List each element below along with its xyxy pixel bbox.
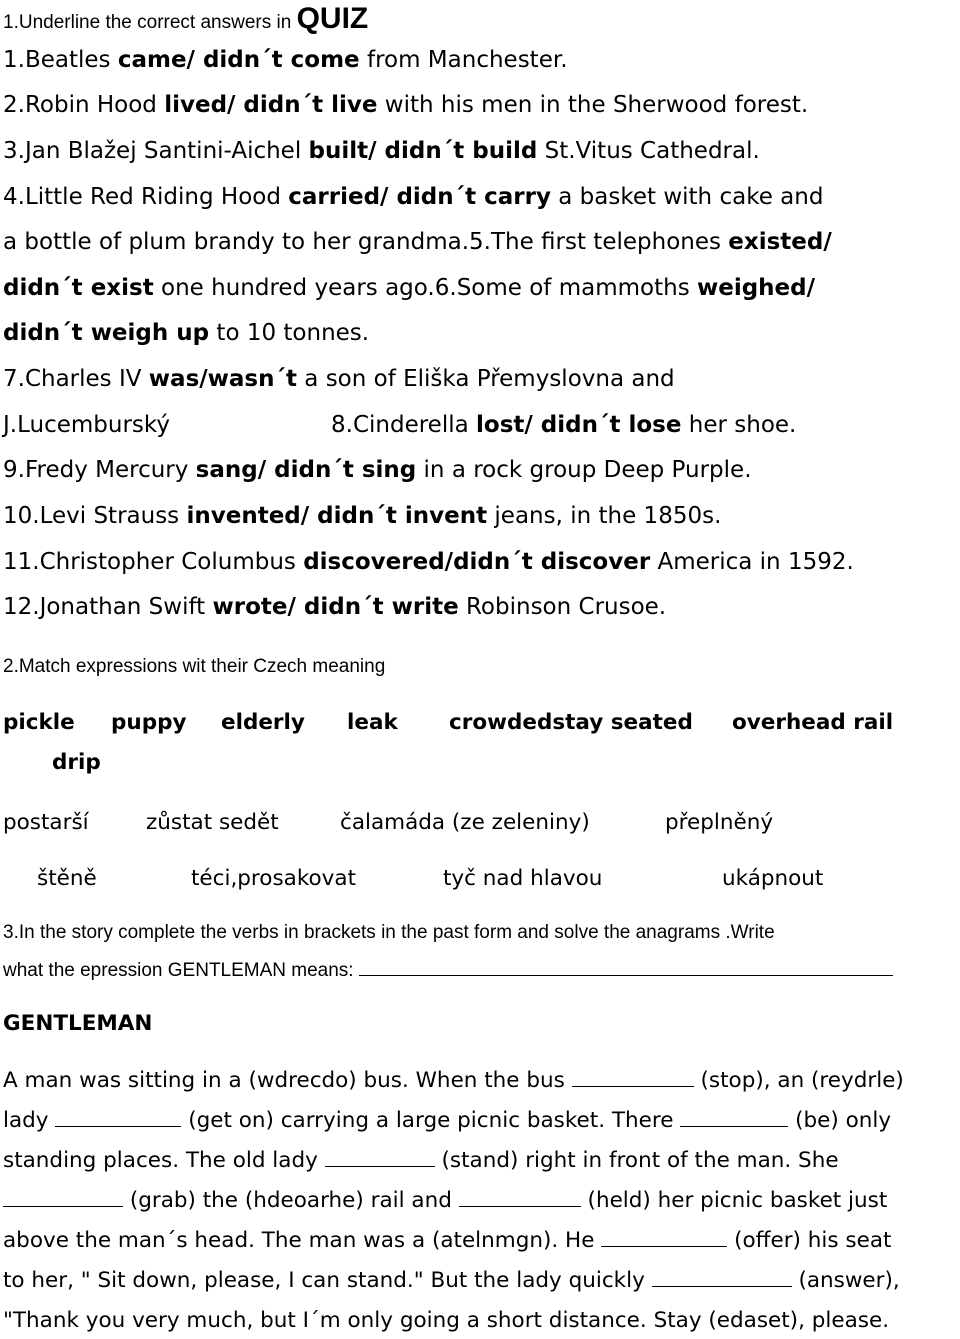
answer-options: didn´t exist (3, 275, 154, 301)
answer-blank[interactable] (359, 957, 893, 976)
quiz-line-4-5: a bottle of plum brandy to her grandma.5.The first telephones existed/ (3, 229, 832, 255)
quiz-item-4: 4.Little Red Riding Hood carried/ didn´t carry a basket with cake and (3, 184, 824, 210)
answer-blank[interactable] (601, 1228, 727, 1247)
quiz-word: QUIZ (296, 2, 369, 35)
story-title: GENTLEMAN (3, 1011, 153, 1036)
quiz-line-6: didn´t weigh up to 10 tonnes. (3, 320, 370, 346)
quiz-item-1: 1.Beatles came/ didn´t come from Manchester. (3, 47, 568, 73)
story-line-3: standing places. The old lady (stand) right in front of the man. She (3, 1148, 839, 1173)
english-word: crowdedstay seated (449, 710, 693, 735)
czech-meaning: ukápnout (722, 866, 824, 891)
answer-options: came/ didn´t come (117, 47, 360, 73)
answer-blank[interactable] (325, 1148, 435, 1167)
answer-options: invented/ didn´t invent (186, 503, 488, 529)
czech-meaning: zůstat sedět (146, 810, 279, 835)
english-word: pickle (3, 710, 75, 735)
czech-meaning: postarší (3, 810, 89, 835)
answer-options: didn´t weigh up (3, 320, 210, 346)
answer-blank[interactable] (55, 1108, 181, 1127)
english-word: drip (52, 750, 101, 775)
quiz-item-10: 10.Levi Strauss invented/ didn´t invent jeans, in the 1850s. (3, 503, 722, 529)
answer-options: existed/ (728, 229, 832, 255)
answer-options: lost/ didn´t lose (476, 412, 682, 438)
answer-blank[interactable] (680, 1108, 788, 1127)
czech-meaning: přeplněný (665, 810, 774, 835)
quiz-item-9: 9.Fredy Mercury sang/ didn´t sing in a rock group Deep Purple. (3, 457, 752, 483)
czech-meaning: téci,prosakovat (191, 866, 356, 891)
answer-options: lived/ didn´t live (164, 92, 378, 118)
quiz-line-5-6: didn´t exist one hundred years ago.6.Some of mammoths weighed/ (3, 275, 816, 301)
quiz-item-3: 3.Jan Blažej Santini-Aichel built/ didn´t build St.Vitus Cathedral. (3, 138, 760, 164)
story-line-5: above the man´s head. The man was a (atelnmgn). He (offer) his seat (3, 1228, 892, 1253)
answer-options: discovered/didn´t discover (303, 549, 651, 575)
english-word: elderly (221, 710, 305, 735)
answer-blank[interactable] (459, 1188, 581, 1207)
answer-options: built/ didn´t build (308, 138, 538, 164)
answer-options: carried/ didn´t carry (288, 184, 551, 210)
quiz-item-12: 12.Jonathan Swift wrote/ didn´t write Robinson Crusoe. (3, 594, 667, 620)
english-word: overhead rail (732, 710, 894, 735)
section3-heading-line2: what the epression GENTLEMAN means: (3, 957, 893, 982)
czech-meaning: čalamáda (ze zeleniny) (340, 810, 590, 835)
section1-heading: 1.Underline the correct answers in QUIZ (3, 2, 369, 35)
czech-meaning: štěně (37, 866, 97, 891)
section2-heading: 2.Match expressions wit their Czech meaning (3, 656, 386, 677)
answer-options: sang/ didn´t sing (195, 457, 417, 483)
czech-meaning: tyč nad hlavou (443, 866, 603, 891)
story-line-7: "Thank you very much, but I´m only going a short distance. Stay (edaset), please. (3, 1308, 890, 1333)
quiz-item-11: 11.Christopher Columbus discovered/didn´t discover America in 1592. (3, 549, 854, 575)
english-word: puppy (111, 710, 187, 735)
quiz-line-7-8: J.Lucemburský (3, 412, 171, 438)
answer-blank[interactable] (652, 1268, 792, 1287)
english-word: leak (347, 710, 398, 735)
section3-heading-line1: 3.In the story complete the verbs in brackets in the past form and solve the anagrams .Write (3, 922, 775, 943)
answer-options: was/wasn´t (148, 366, 297, 392)
quiz-item-8: 8.Cinderella lost/ didn´t lose her shoe. (331, 412, 797, 438)
answer-blank[interactable] (3, 1188, 123, 1207)
answer-options: weighed/ (696, 275, 816, 301)
story-line-1: A man was sitting in a (wdrecdo) bus. When the bus (stop), an (reydrle) (3, 1068, 904, 1093)
answer-options: wrote/ didn´t write (212, 594, 459, 620)
story-line-4: (grab) the (hdeoarhe) rail and (held) her picnic basket just (3, 1188, 887, 1213)
story-line-6: to her, " Sit down, please, I can stand." But the lady quickly (answer), (3, 1268, 900, 1293)
quiz-item-7: 7.Charles IV was/wasn´t a son of Eliška Přemyslovna and (3, 366, 675, 392)
story-line-2: lady (get on) carrying a large picnic basket. There (be) only (3, 1108, 892, 1133)
answer-blank[interactable] (572, 1068, 694, 1087)
quiz-item-2: 2.Robin Hood lived/ didn´t live with his men in the Sherwood forest. (3, 92, 809, 118)
